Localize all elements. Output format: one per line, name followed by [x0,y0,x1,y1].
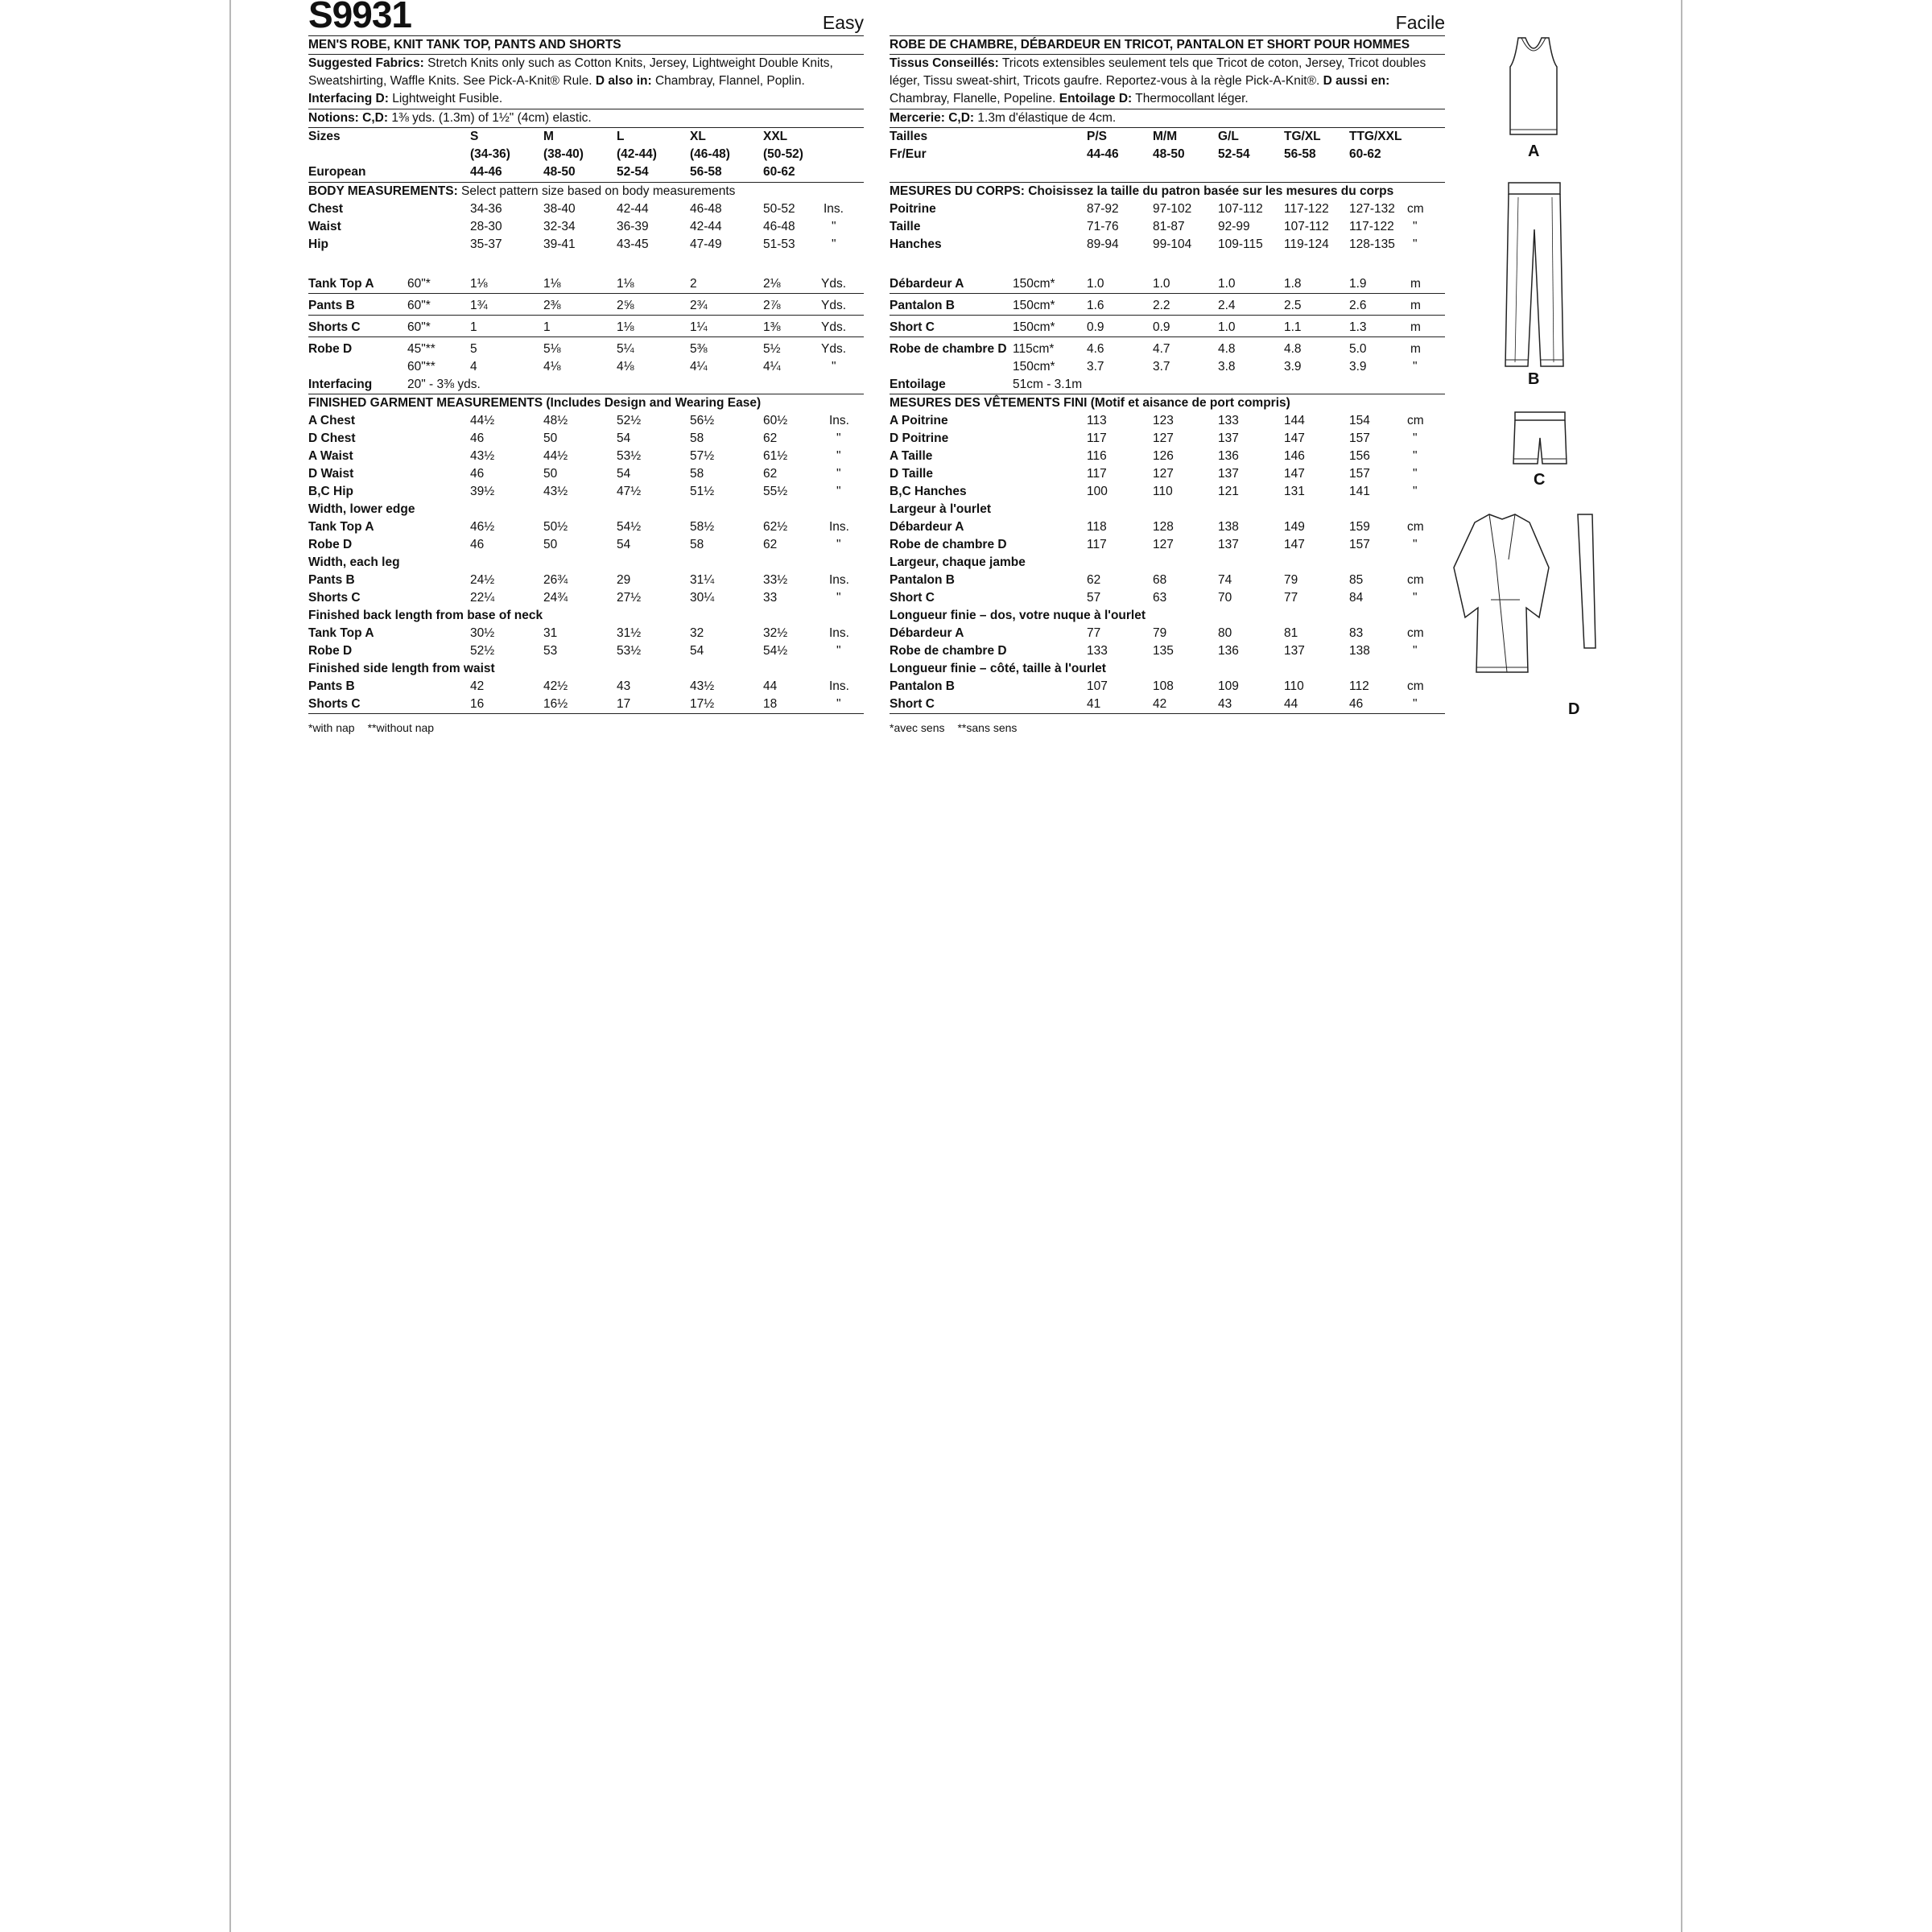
subsection-heading: Width, each leg [308,555,400,569]
notions-label: Notions: C,D: [308,111,389,125]
table-row: Robe de chambre D 117 127 137 147 157 " [890,538,1418,551]
size-eu: 56-58 [690,165,722,179]
english-header [308,0,864,36]
view-illustrations [1441,32,1634,718]
yardage-row: 150cm* 3.7 3.7 3.8 3.9 3.9 " [1013,360,1418,374]
difficulty-level: Easy [822,12,864,33]
table-row: D Waist 46 50 54 58 62 " [308,467,841,481]
fabrics-text: Stretch Knits only such as Cotton Knits, Jersey, Lightweight Double Knits, [423,56,833,70]
robe-illustration [1443,511,1620,688]
pattern-number: S9931 [308,0,412,35]
fabrics-label: Suggested Fabrics: [308,56,424,70]
yardage-row: Pants B 60"* 1¾ 2⅜ 2⅝ 2¾ 2⅞ Yds. [308,297,864,316]
yardage-row: Robe de chambre D 115cm* 4.6 4.7 4.8 4.8 5.0 m [890,342,1421,356]
also-text: Chambray, Flannel, Poplin. [651,74,805,88]
size-us: (34-36) [470,147,510,161]
table-row: Waist 28-30 32-34 36-39 42-44 46-48 " [308,220,836,233]
subsection-heading: Finished side length from waist [308,662,495,675]
difficulty-level-fr: Facile [1395,12,1445,33]
finished-title: FINISHED GARMENT MEASUREMENTS [308,396,543,410]
yardage-row: 60"** 4 4⅛ 4⅛ 4¼ 4¼ " [407,360,836,374]
interfacing-text: Lightweight Fusible. [388,92,503,105]
subsection-heading: Largeur à l'ourlet [890,502,991,516]
view-label-c: C [1534,471,1546,489]
subsection-heading: Longueur finie – dos, votre nuque à l'ourlet [890,609,1146,622]
english-footnotes: *with nap **without nap [308,721,435,734]
table-row: D Chest 46 50 54 58 62 " [308,431,841,445]
table-row: B,C Hanches 100 110 121 131 141 " [890,485,1418,498]
size-col: M [543,130,554,143]
size-col: XL [690,130,706,143]
view-label-d: D [1568,700,1580,718]
french-sizes: Tailles P/S M/M G/L TG/XL TTG/XXL Fr/Eur 44-46 48-50 52-54 56-58 60-62 [890,128,1445,183]
notions-text: 1⅜ yds. (1.3m) of 1½" (4cm) elastic. [388,111,592,125]
table-row: Tank Top A 46½ 50½ 54½ 58½ 62½ Ins. [308,520,849,534]
table-row: Poitrine 87-92 97-102 107-112 117-122 127-132 cm [890,202,1424,216]
table-row: Hanches 89-94 99-104 109-115 119-124 128-135 " [890,237,1418,251]
view-label-a: A [1528,142,1540,160]
body-title: BODY MEASUREMENTS: [308,184,458,198]
shorts-illustration [1512,411,1568,467]
yardage-row: Pantalon B 150cm* 1.6 2.2 2.4 2.5 2.6 m [890,297,1445,316]
page-edge-right [1681,0,1682,1932]
table-row: D Taille 117 127 137 147 157 " [890,467,1418,481]
tank-top-illustration [1505,36,1562,137]
table-row: A Waist 43½ 44½ 53½ 57½ 61½ " [308,449,841,463]
english-title: MEN'S ROBE, KNIT TANK TOP, PANTS AND SHORTS [308,36,864,55]
also-label: D also in: [595,74,652,88]
subsection-heading: Width, lower edge [308,502,415,516]
table-row: A Chest 44½ 48½ 52½ 56½ 60½ Ins. [308,414,849,427]
english-notions [308,109,864,128]
table-row: A Poitrine 113 123 133 144 154 cm [890,414,1424,427]
fabrics-text-2: Sweatshirting, Waffle Knits. See Pick-A-Knit® Rule. [308,74,596,88]
yardage-row: Shorts C 60"* 1 1 1⅛ 1¼ 1⅜ Yds. [308,319,864,337]
yardage-row: Short C 150cm* 0.9 0.9 1.0 1.1 1.3 m [890,319,1445,337]
size-col: L [617,130,625,143]
european-label: European [308,165,366,179]
size-eu: 52-54 [617,165,649,179]
size-us: (46-48) [690,147,730,161]
table-row: Pantalon B 107 108 109 110 112 cm [890,679,1424,693]
body-title-rest: Select pattern size based on body measurements [457,184,736,198]
pants-illustration [1504,181,1565,370]
yardage-row: Robe D 45"** 5 5⅛ 5¼ 5⅜ 5½ Yds. [308,342,847,356]
size-us: (38-40) [543,147,584,161]
yardage-row: Débardeur A 150cm* 1.0 1.0 1.0 1.8 1.9 m [890,275,1445,294]
size-eu: 48-50 [543,165,576,179]
table-row: Robe D 46 50 54 58 62 " [308,538,841,551]
table-row: D Poitrine 117 127 137 147 157 " [890,431,1418,445]
table-row: Chest 34-36 38-40 42-44 46-48 50-52 Ins. [308,202,844,216]
table-row: Shorts C 22¼ 24¾ 27½ 30¼ 33 " [308,591,841,605]
table-row: Robe de chambre D 133 135 136 137 138 " [890,644,1418,658]
table-row: Tank Top A 30½ 31 31½ 32 32½ Ins. [308,626,849,640]
table-row: A Taille 116 126 136 146 156 " [890,449,1418,463]
size-eu: 60-62 [763,165,795,179]
subsection-heading: Finished back length from base of neck [308,609,543,622]
view-label-b: B [1528,370,1540,388]
table-row: Débardeur A 118 128 138 149 159 cm [890,520,1424,534]
french-column [890,0,1445,737]
interfacing-row: Interfacing 20" - 3⅜ yds. [308,376,864,394]
subsection-heading: Largeur, chaque jambe [890,555,1026,569]
interfacing-row: Entoilage 51cm - 3.1m [890,376,1445,394]
size-eu: 44-46 [470,165,502,179]
table-row: Hip 35-37 39-41 43-45 47-49 51-53 " [308,237,836,251]
table-row: Taille 71-76 81-87 92-99 107-112 117-122 " [890,220,1418,233]
size-col: XXL [763,130,788,143]
page-edge-left [229,0,231,1932]
size-us: (42-44) [617,147,657,161]
english-body-measurements [308,183,864,254]
table-row: Robe D 52½ 53 53½ 54 54½ " [308,644,841,658]
table-row: B,C Hip 39½ 43½ 47½ 51½ 55½ " [308,485,841,498]
table-row: Pantalon B 62 68 74 79 85 cm [890,573,1424,587]
table-row: Pants B 42 42½ 43 43½ 44 Ins. [308,679,849,693]
french-body-measurements: MESURES DU CORPS: Choisissez la taille du patron basée sur les mesures du corps Poitrine 87-92 97-102 107-112 117-122 127-132 cm Taille 71-76 81-87 92-99 107-112 117-122 " Hanches 89-94 99-104 109-115 119-124 128-135 " [890,183,1445,254]
yardage-row: Tank Top A 60"* 1⅛ 1⅛ 1⅛ 2 2⅛ Yds. [308,275,864,294]
english-sizes [308,128,864,183]
french-footnotes: *avec sens **sans sens [890,721,1018,734]
french-notions: Mercerie: C,D: 1.3m d'élastique de 4cm. [890,109,1445,128]
size-us: (50-52) [763,147,803,161]
table-row: Pants B 24½ 26¾ 29 31¼ 33½ Ins. [308,573,849,587]
sizes-label: Sizes [308,130,341,143]
english-column [308,0,864,737]
french-title: ROBE DE CHAMBRE, DÉBARDEUR EN TRICOT, PANTALON ET SHORT POUR HOMMES [890,36,1445,55]
french-fabrics: Tissus Conseillés: Tricots extensibles seulement tels que Tricot de coton, Jersey, Tricot doubles léger, Tissu sweat-shirt, Tricots gaufre. Reportez-vous à la règle Pick-A-Knit®. D aussi en: Chambray, Flanelle, Popeline. Entoilage D: Thermocollant léger. [890,55,1445,109]
size-col: S [470,130,479,143]
table-row: Short C 41 42 43 44 46 " [890,697,1418,711]
english-finished-measurements [308,394,864,713]
table-row: Short C 57 63 70 77 84 " [890,591,1418,605]
subsection-heading: Longueur finie – côté, taille à l'ourlet [890,662,1106,675]
finished-title-rest: (Includes Design and Wearing Ease) [543,396,762,410]
table-row: Débardeur A 77 79 80 81 83 cm [890,626,1424,640]
french-header [890,0,1445,36]
interfacing-label: Interfacing D: [308,92,389,105]
table-row: Shorts C 16 16½ 17 17½ 18 " [308,697,841,711]
french-finished-measurements: MESURES DES VÊTEMENTS FINI (Motif et aisance de port compris) A Poitrine 113 123 133 144 154 cm D Poitrine 117 127 137 147 157 " A Taille 116 126 136 146 156 " D Taille 117 127 137 147 157 " B,C Hanches 100 110 121 131 141 " Largeur à l'ourlet Débardeur A 118 128 138 149 159 cm Robe de chambre D 117 127 137 147 157 " Largeur, chaque jambe Pantalon B 62 68 74 79 85 cm Short C 57 63 70 77 84 " Longueur finie – dos, votre nuque à l'ourlet Débardeur A 77 79 80 81 83 cm Robe de chambre D 133 135 136 137 138 " Longueur finie – côté, taille à l'ourlet Pantalon B 107 108 109 110 112 cm Short C 41 42 43 44 46 " [890,394,1445,713]
english-fabrics [308,55,864,109]
